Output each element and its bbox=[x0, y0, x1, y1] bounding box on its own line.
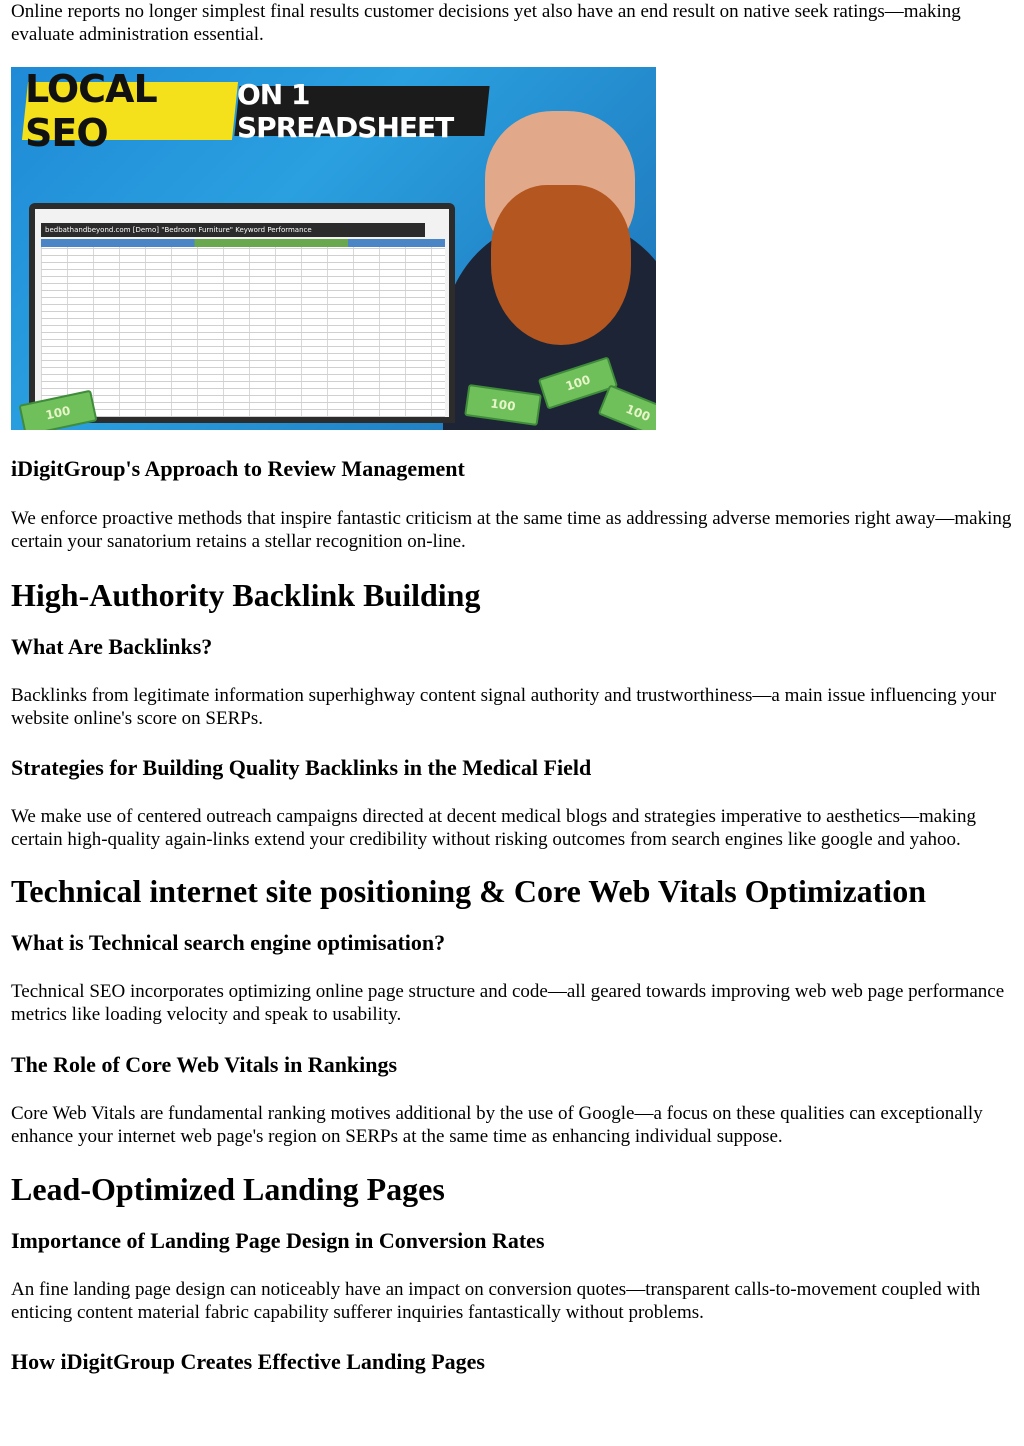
thumbnail-banner-yellow bbox=[22, 67, 238, 155]
paragraph-core-web-vitals: Core Web Vitals are fundamental ranking motives additional by the use of Google—a focus on these qualities can exceptionally enhance your internet web page's region on SERPs at the same time as enhancing individual suppose. bbox=[11, 1103, 983, 1147]
spreadsheet-title: bedbathandbeyond.com [Demo] "Bedroom Furniture" Keyword Performance bbox=[41, 223, 425, 237]
paragraph-what-is-technical-seo: Technical SEO incorporates optimizing online page structure and code—all geared towards improving web web page performance metrics like loading velocity and speak to usability. bbox=[11, 981, 1005, 1025]
heading-landing-pages: Lead-Optimized Landing Pages bbox=[11, 1171, 445, 1207]
heading-what-is-technical-seo: What is Technical search engine optimisation? bbox=[11, 930, 446, 955]
money-bill-label: 100 bbox=[489, 396, 517, 414]
heading-backlink-building: High-Authority Backlink Building bbox=[11, 577, 481, 613]
heading-core-web-vitals: The Role of Core Web Vitals in Rankings bbox=[11, 1052, 398, 1077]
thumbnail-banner-dark-text: ON 1 SPREADSHEET bbox=[237, 78, 454, 144]
spreadsheet-header-band bbox=[41, 239, 445, 247]
local-seo-thumbnail-image bbox=[11, 67, 656, 430]
heading-landing-page-importance: Importance of Landing Page Design in Conversion Rates bbox=[11, 1228, 545, 1253]
paragraph-what-are-backlinks: Backlinks from legitimate information superhighway content signal authority and trustworthiness—a main issue influencing your website online's score on SERPs. bbox=[11, 685, 997, 729]
laptop-screen bbox=[35, 209, 449, 417]
paragraph-review-management: We enforce proactive methods that inspire fantastic criticism at the same time as addressing adverse memories right away—making certain your sanatorium retains a stellar recognition on-line. bbox=[11, 508, 1012, 552]
paragraph-landing-page-importance: An fine landing page design can noticeably have an impact on conversion quotes—transparent calls-to-movement coupled with enticing content material fabric capability sufferer inquiries fantastically without problems. bbox=[11, 1279, 981, 1323]
person-beard bbox=[491, 185, 631, 345]
heading-review-management: iDigitGroup's Approach to Review Management bbox=[11, 456, 465, 481]
money-bill-label: 100 bbox=[563, 372, 593, 394]
money-bill-label: 100 bbox=[44, 403, 72, 423]
paragraph-backlink-strategies: We make use of centered outreach campaigns directed at decent medical blogs and strategies imperative to aesthetics—making certain high-quality again-links extend your credibility without risking outcomes from search engines like google and yahoo. bbox=[11, 806, 976, 850]
thumbnail-banner-dark bbox=[234, 78, 489, 144]
heading-backlink-strategies: Strategies for Building Quality Backlinks in the Medical Field bbox=[11, 755, 592, 780]
money-bill-label: 100 bbox=[623, 401, 653, 425]
heading-how-idigitgroup-creates: How iDigitGroup Creates Effective Landing Pages bbox=[11, 1349, 485, 1374]
intro-paragraph: Online reports no longer simplest final results customer decisions yet also have an end result on native seek ratings—making evaluate administration essential. bbox=[11, 1, 961, 45]
thumbnail-banner-yellow-text: LOCAL SEO bbox=[25, 67, 157, 155]
heading-what-are-backlinks: What Are Backlinks? bbox=[11, 634, 213, 659]
spreadsheet-grid bbox=[41, 239, 445, 417]
laptop bbox=[29, 203, 455, 423]
heading-technical-seo: Technical internet site positioning & Core Web Vitals Optimization bbox=[11, 873, 926, 909]
